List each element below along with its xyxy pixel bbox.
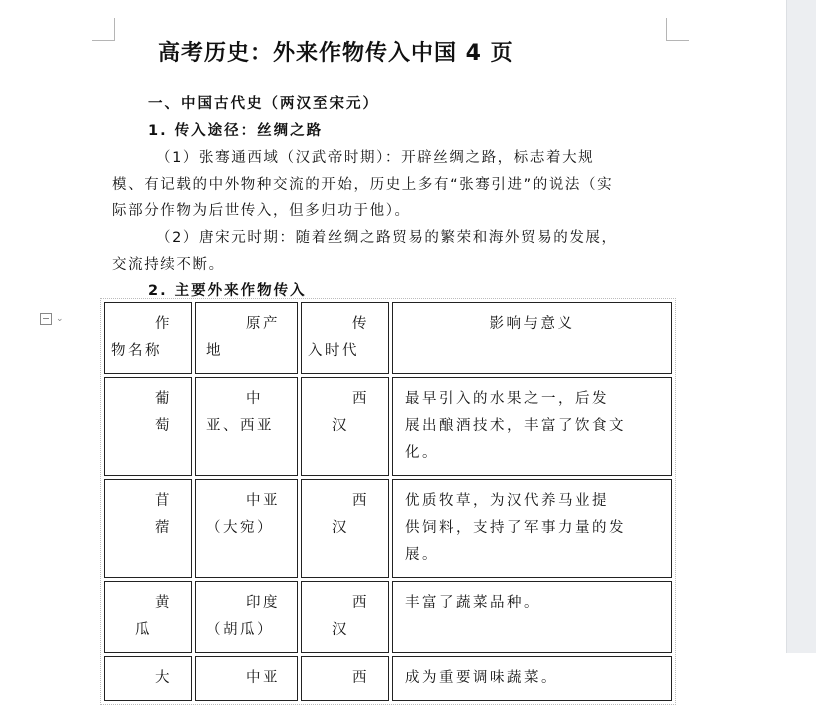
table-move-icon <box>40 313 52 325</box>
table-row <box>104 656 672 701</box>
cell-impact[interactable]: 丰富了蔬菜品种。 <box>392 581 672 653</box>
cell-origin[interactable]: 中亚 <box>195 656 298 701</box>
cell-crop[interactable]: 苜 蓿 <box>104 479 192 578</box>
chevron-down-icon: ⌄ <box>56 314 64 324</box>
subsection-heading-route: 1. 传入途径：丝绸之路 <box>148 123 324 139</box>
cell-origin[interactable]: 中 亚、西亚 <box>195 377 298 476</box>
paragraph-line: 模、有记载的中外物种交流的开始，历史上多有“张骞引进”的说法（实 <box>112 177 614 193</box>
paragraph-line: 际部分作物为后世传入，但多归功于他）。 <box>112 203 411 219</box>
crops-table <box>100 298 676 705</box>
paragraph-line: （2）唐宋元时期：随着丝绸之路贸易的繁荣和海外贸易的发展， <box>156 230 618 246</box>
header-cell-origin[interactable]: 原产 地 <box>195 302 298 374</box>
cell-era[interactable]: 西 汉 <box>301 581 389 653</box>
subsection-heading-crops: 2. 主要外来作物传入 <box>148 283 307 299</box>
cell-impact[interactable]: 最早引入的水果之一，后发 展出酿酒技术，丰富了饮食文 化。 <box>392 377 672 476</box>
cell-origin[interactable]: 中亚 （大宛） <box>195 479 298 578</box>
table-header-row <box>104 302 672 374</box>
table-row <box>104 479 672 578</box>
paragraph-line: 交流持续不断。 <box>112 257 225 273</box>
cell-crop[interactable]: 黄 瓜 <box>104 581 192 653</box>
window-scroll-gutter[interactable] <box>786 0 816 653</box>
table-row <box>104 581 672 653</box>
paragraph-line: （1）张骞通西域（汉武帝时期）：开辟丝绸之路，标志着大规 <box>156 150 595 166</box>
cell-era[interactable]: 西 汉 <box>301 479 389 578</box>
margin-corner-mark-left <box>92 18 115 41</box>
header-cell-crop[interactable]: 作 物名称 <box>104 302 192 374</box>
cell-crop[interactable]: 大 <box>104 656 192 701</box>
header-cell-impact[interactable]: 影响与意义 <box>392 302 672 374</box>
cell-impact[interactable]: 成为重要调味蔬菜。 <box>392 656 672 701</box>
cell-crop[interactable]: 葡 萄 <box>104 377 192 476</box>
table-move-handle[interactable] <box>40 310 76 328</box>
cell-impact[interactable]: 优质牧草，为汉代养马业提 供饲料，支持了军事力量的发 展。 <box>392 479 672 578</box>
header-cell-era[interactable]: 传 入时代 <box>301 302 389 374</box>
table-row <box>104 377 672 476</box>
section-heading: 一、中国古代史（两汉至宋元） <box>148 96 379 112</box>
margin-corner-mark-right <box>666 18 689 41</box>
document-title: 高考历史：外来作物传入中国 4 页 <box>158 41 514 66</box>
cell-origin[interactable]: 印度 （胡瓜） <box>195 581 298 653</box>
cell-era[interactable]: 西 汉 <box>301 377 389 476</box>
cell-era[interactable]: 西 <box>301 656 389 701</box>
